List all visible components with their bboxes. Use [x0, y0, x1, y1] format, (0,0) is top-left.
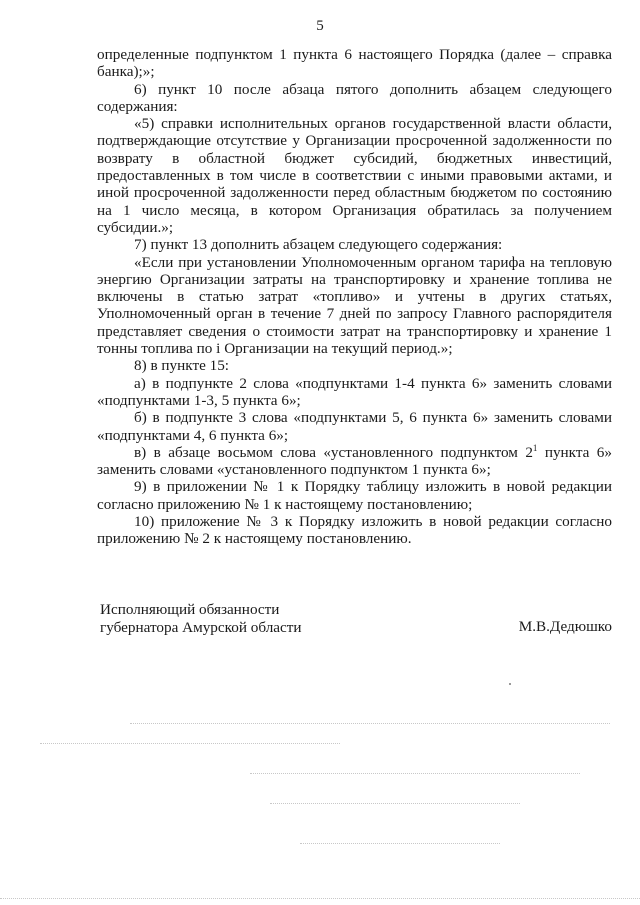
signature-block: [100, 601, 612, 637]
paragraph-item-8b: б) в подпункте 3 слова «подпунктами 5, 6 пункта 6» заменить словами «подпунктами 4, 6 пункта 6»;: [97, 409, 612, 444]
paragraph-item-8: 8) в пункте 15:: [134, 357, 230, 375]
paragraph-item-7-quote: «Если при установлении Уполномоченным органом тарифа на тепловую энергию Организации затраты на транспортировку и хранение топлива не включены в статью затрат «топливо» и учтены в других статьях, Уполномоченный орган в течение 7 дней по запросу Главного распорядителя представляет сведения о стоимости затрат на транспортировку и хранение 1 тонны топлива по і Организации на текущий период.»;: [97, 253, 612, 358]
paragraph-item-8v-end: пункта 6» заменить словами «установленного подпунктом 1 пункта 6»;: [97, 443, 612, 479]
paragraph-item-10: 10) приложение № 3 к Порядку изложить в новой редакции согласно приложению № 2 к настоящему постановлению.: [97, 513, 612, 548]
superscript: 1: [532, 442, 538, 453]
paragraph-item-8v-start: в) в абзаце восьмом слова «установленного подпунктом 2: [134, 443, 533, 461]
scan-artifact-line: [40, 743, 340, 744]
scan-artifact-line: [250, 773, 580, 774]
paragraph-item-7: 7) пункт 13 дополнить абзацем следующего содержания:: [134, 236, 503, 254]
signatory-position-line-1: Исполняющий обязанности: [100, 601, 280, 618]
scan-speck: [509, 683, 511, 685]
document-body: [97, 46, 612, 548]
paragraph-item-6-quote: «5) справки исполнительных органов государственной власти области, подтверждающие отсутствие у Организации просроченной задолженности по возврату в областной бюджет субсидий, бюджетных инвестиций, предоставленных в том числе в соответствии с иными правовыми актами, и иной просроченной задолженности перед областным бюджетом по состоянию на 1 число месяца, в котором Организация обратилась за получением субсидии.»;: [97, 115, 612, 236]
signatory-name: М.В.Дедюшко: [518, 618, 612, 635]
paragraph-continuation: определенные подпунктом 1 пункта 6 настоящего Порядка (далее – справка банка);»;: [97, 46, 612, 81]
paragraph-item-9: 9) в приложении № 1 к Порядку таблицу изложить в новой редакции согласно приложению № 1 к настоящему постановлению;: [97, 478, 612, 513]
paragraph-item-8v: [97, 444, 612, 479]
signatory-position-line-2: губернатора Амурской области: [100, 619, 302, 636]
scan-artifact-line: [0, 898, 640, 899]
scan-artifact-line: [300, 843, 500, 844]
scan-artifact-line: [130, 723, 610, 724]
paragraph-item-6: 6) пункт 10 после абзаца пятого дополнить абзацем следующего содержания:: [97, 80, 612, 115]
paragraph-item-8a: а) в подпункте 2 слова «подпунктами 1-4 пункта 6» заменить словами «подпунктами 1-3, 5 пункта 6»;: [97, 374, 612, 409]
page-number: 5: [316, 18, 324, 34]
scan-artifact-line: [270, 803, 520, 804]
